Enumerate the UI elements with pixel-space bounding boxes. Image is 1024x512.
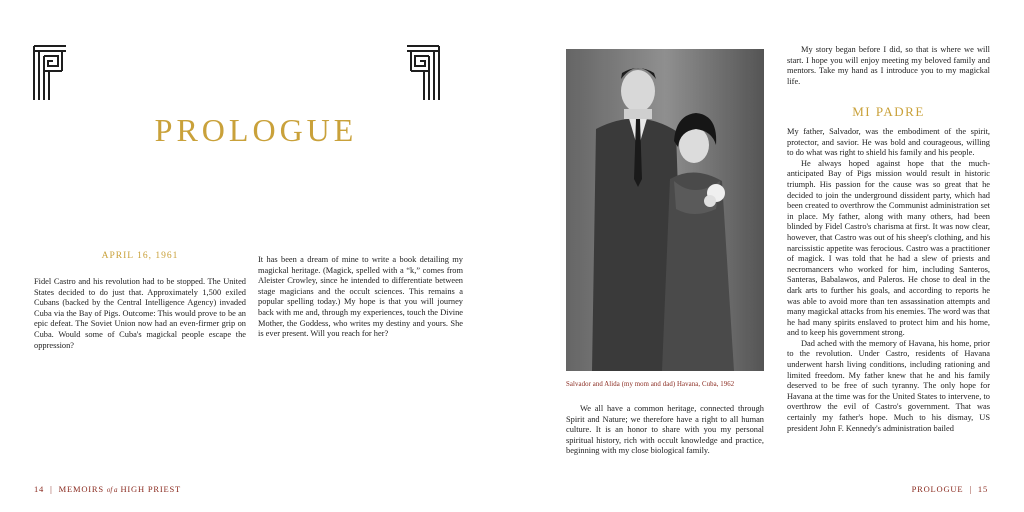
photo-caption: Salvador and Alida (my mom and dad) Havana, Cuba, 1962 bbox=[566, 381, 735, 388]
running-head: PROLOGUE bbox=[911, 484, 964, 494]
footer-separator: | bbox=[50, 484, 53, 494]
greek-key-corner-icon bbox=[405, 44, 441, 102]
couple-photo bbox=[566, 49, 764, 371]
body-paragraph: It has been a dream of mine to write a book detailing my magickal heritage. (Magick, spelled with a “k,” comes from Aleister Crowley, since he intended to differentiate between stage magicians and the occult sciences. This remains a popular spelling today.) My hope is that you will journey back with me and, through my experiences, touch the Divine Mother, the Goddess, who writes my destiny and yours. She is ever present. Will you reach for her? bbox=[258, 255, 463, 339]
page-number: 14 bbox=[34, 484, 45, 494]
body-column bbox=[34, 277, 246, 351]
page-number: 15 bbox=[977, 484, 988, 494]
body-paragraph: We all have a common heritage, connected through Spirit and Nature; we therefore have a right to all human culture. It is an honor to share with you my personal spiritual history, rich with occult knowledge and practice, beginning with my close biological family. bbox=[566, 404, 764, 456]
page-footer bbox=[912, 484, 988, 494]
book-title: MEMOIRS bbox=[58, 484, 104, 494]
body-column bbox=[787, 127, 990, 434]
body-paragraph: My story began before I did, so that is where we will start. I hope you will enjoy meeting my beloved family and mentors. Take my hand as I introduce you to my magickal life. bbox=[787, 45, 990, 86]
body-paragraph: Fidel Castro and his revolution had to be stopped. The United States decided to do just that. Approximately 1,500 exiled Cubans (backed by the Central Intelligence Agency) invaded Cuba via the Bay of Pigs. Outcome: This would prove to be an epic defeat. The Soviet Union now had an even-firmer grip on Cuba. Would some of Cuba's magickal people escape the oppression? bbox=[34, 277, 246, 350]
body-column bbox=[566, 404, 764, 457]
book-title-of: of a bbox=[106, 486, 118, 494]
page-footer bbox=[34, 484, 181, 494]
section-subhead: MI PADRE bbox=[852, 104, 925, 119]
body-paragraph: He always hoped against hope that the much-anticipated Bay of Pigs mission would result in historic triumph. His passion for the cause was so great that he decided to join the underground dissident party, which had been created to overthrow the Communist administration set in place. My father, along with many others, had been blinded by Fidel Castro's charisma at first. It was now clear, however, that Castro was out of his sheep's clothing, and his narcissistic appetite was ferocious. Castro was a practitioner of magick. I was told that he had a slew of priests and necromancers who worked for him, including Santeros, Santeras, Babalawos, and Paleros. He chose to deal in the dark arts to further his goals, and according to reports he was able to avoid more than ten assassination attempts and many magickal attacks from his enemies. The word was that he had many spirits enslaved to protect him and his home, and to keep his government strong. bbox=[787, 158, 990, 338]
chapter-title: PROLOGUE bbox=[154, 112, 358, 148]
book-title: HIGH PRIEST bbox=[120, 484, 181, 494]
footer-separator: | bbox=[969, 484, 972, 494]
body-paragraph: My father, Salvador, was the embodiment of the spirit, protector, and savior. He was bold and courageous, willing to do what was right to shield his family and his people. bbox=[787, 127, 990, 158]
date-subhead: APRIL 16, 1961 bbox=[101, 251, 179, 261]
body-paragraph: Dad ached with the memory of Havana, his home, prior to the revolution. Under Castro, residents of Havana underwent harsh living conditions, including rationing and limited freedom. My father knew that he and his family deserved to be free of such tyranny. The only hope for Havana at the time was for the United States to intervene, to overthrow the evil of Castro's government. That was certainly my father's hope. Much to his dismay, US president John F. Kennedy's administration bailed bbox=[787, 338, 990, 433]
greek-key-corner-icon bbox=[32, 44, 68, 102]
body-column bbox=[258, 255, 463, 340]
body-column bbox=[787, 45, 990, 87]
